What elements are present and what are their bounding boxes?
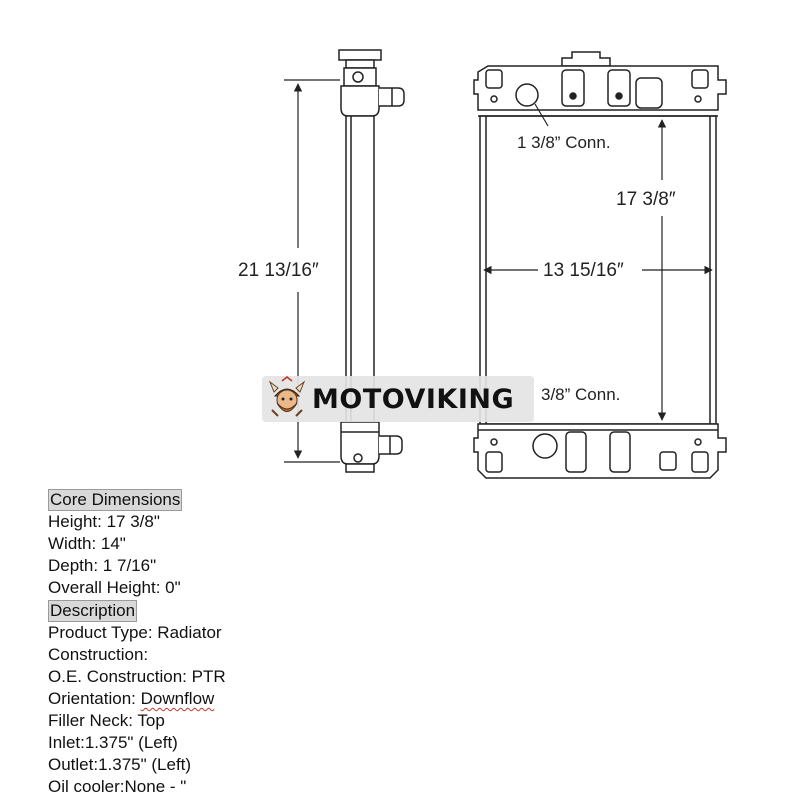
lower-connection-label: 3/8” Conn.	[541, 385, 621, 404]
spec-core-height: Height: 17 3/8"	[48, 512, 160, 531]
spec-outlet: Outlet:1.375" (Left)	[48, 755, 192, 774]
description-heading: Description	[50, 601, 136, 620]
logo-wordmark: MOTOVIKING	[312, 383, 515, 415]
spec-filler-neck: Filler Neck: Top	[48, 711, 165, 730]
spec-orientation-label: Orientation:	[48, 689, 141, 708]
spec-product-type: Product Type: Radiator	[48, 623, 222, 642]
spec-construction: Construction:	[48, 645, 149, 664]
spec-orientation-value: Downflow	[140, 689, 215, 708]
spec-core-depth: Depth: 1 7/16"	[48, 556, 157, 575]
motoviking-logo	[262, 376, 534, 422]
upper-connection-label: 1 3/8” Conn.	[517, 133, 611, 152]
core-width-label: 13 15/16″	[543, 260, 624, 281]
spec-core-width: Width: 14"	[48, 534, 126, 553]
spec-inlet: Inlet:1.375" (Left)	[48, 733, 178, 752]
spec-overall-height: Overall Height: 0"	[48, 578, 181, 597]
viking-mascot-icon	[264, 376, 310, 422]
overall-height-label: 21 13/16″	[238, 260, 319, 281]
specs-panel	[48, 488, 448, 798]
core-height-label: 17 3/8″	[616, 189, 676, 210]
core-dimensions-heading: Core Dimensions	[50, 490, 181, 509]
spec-orientation	[48, 688, 448, 710]
spec-oil-cooler: Oil cooler:None - "	[48, 777, 187, 796]
spec-oe-construction: O.E. Construction: PTR	[48, 667, 226, 686]
